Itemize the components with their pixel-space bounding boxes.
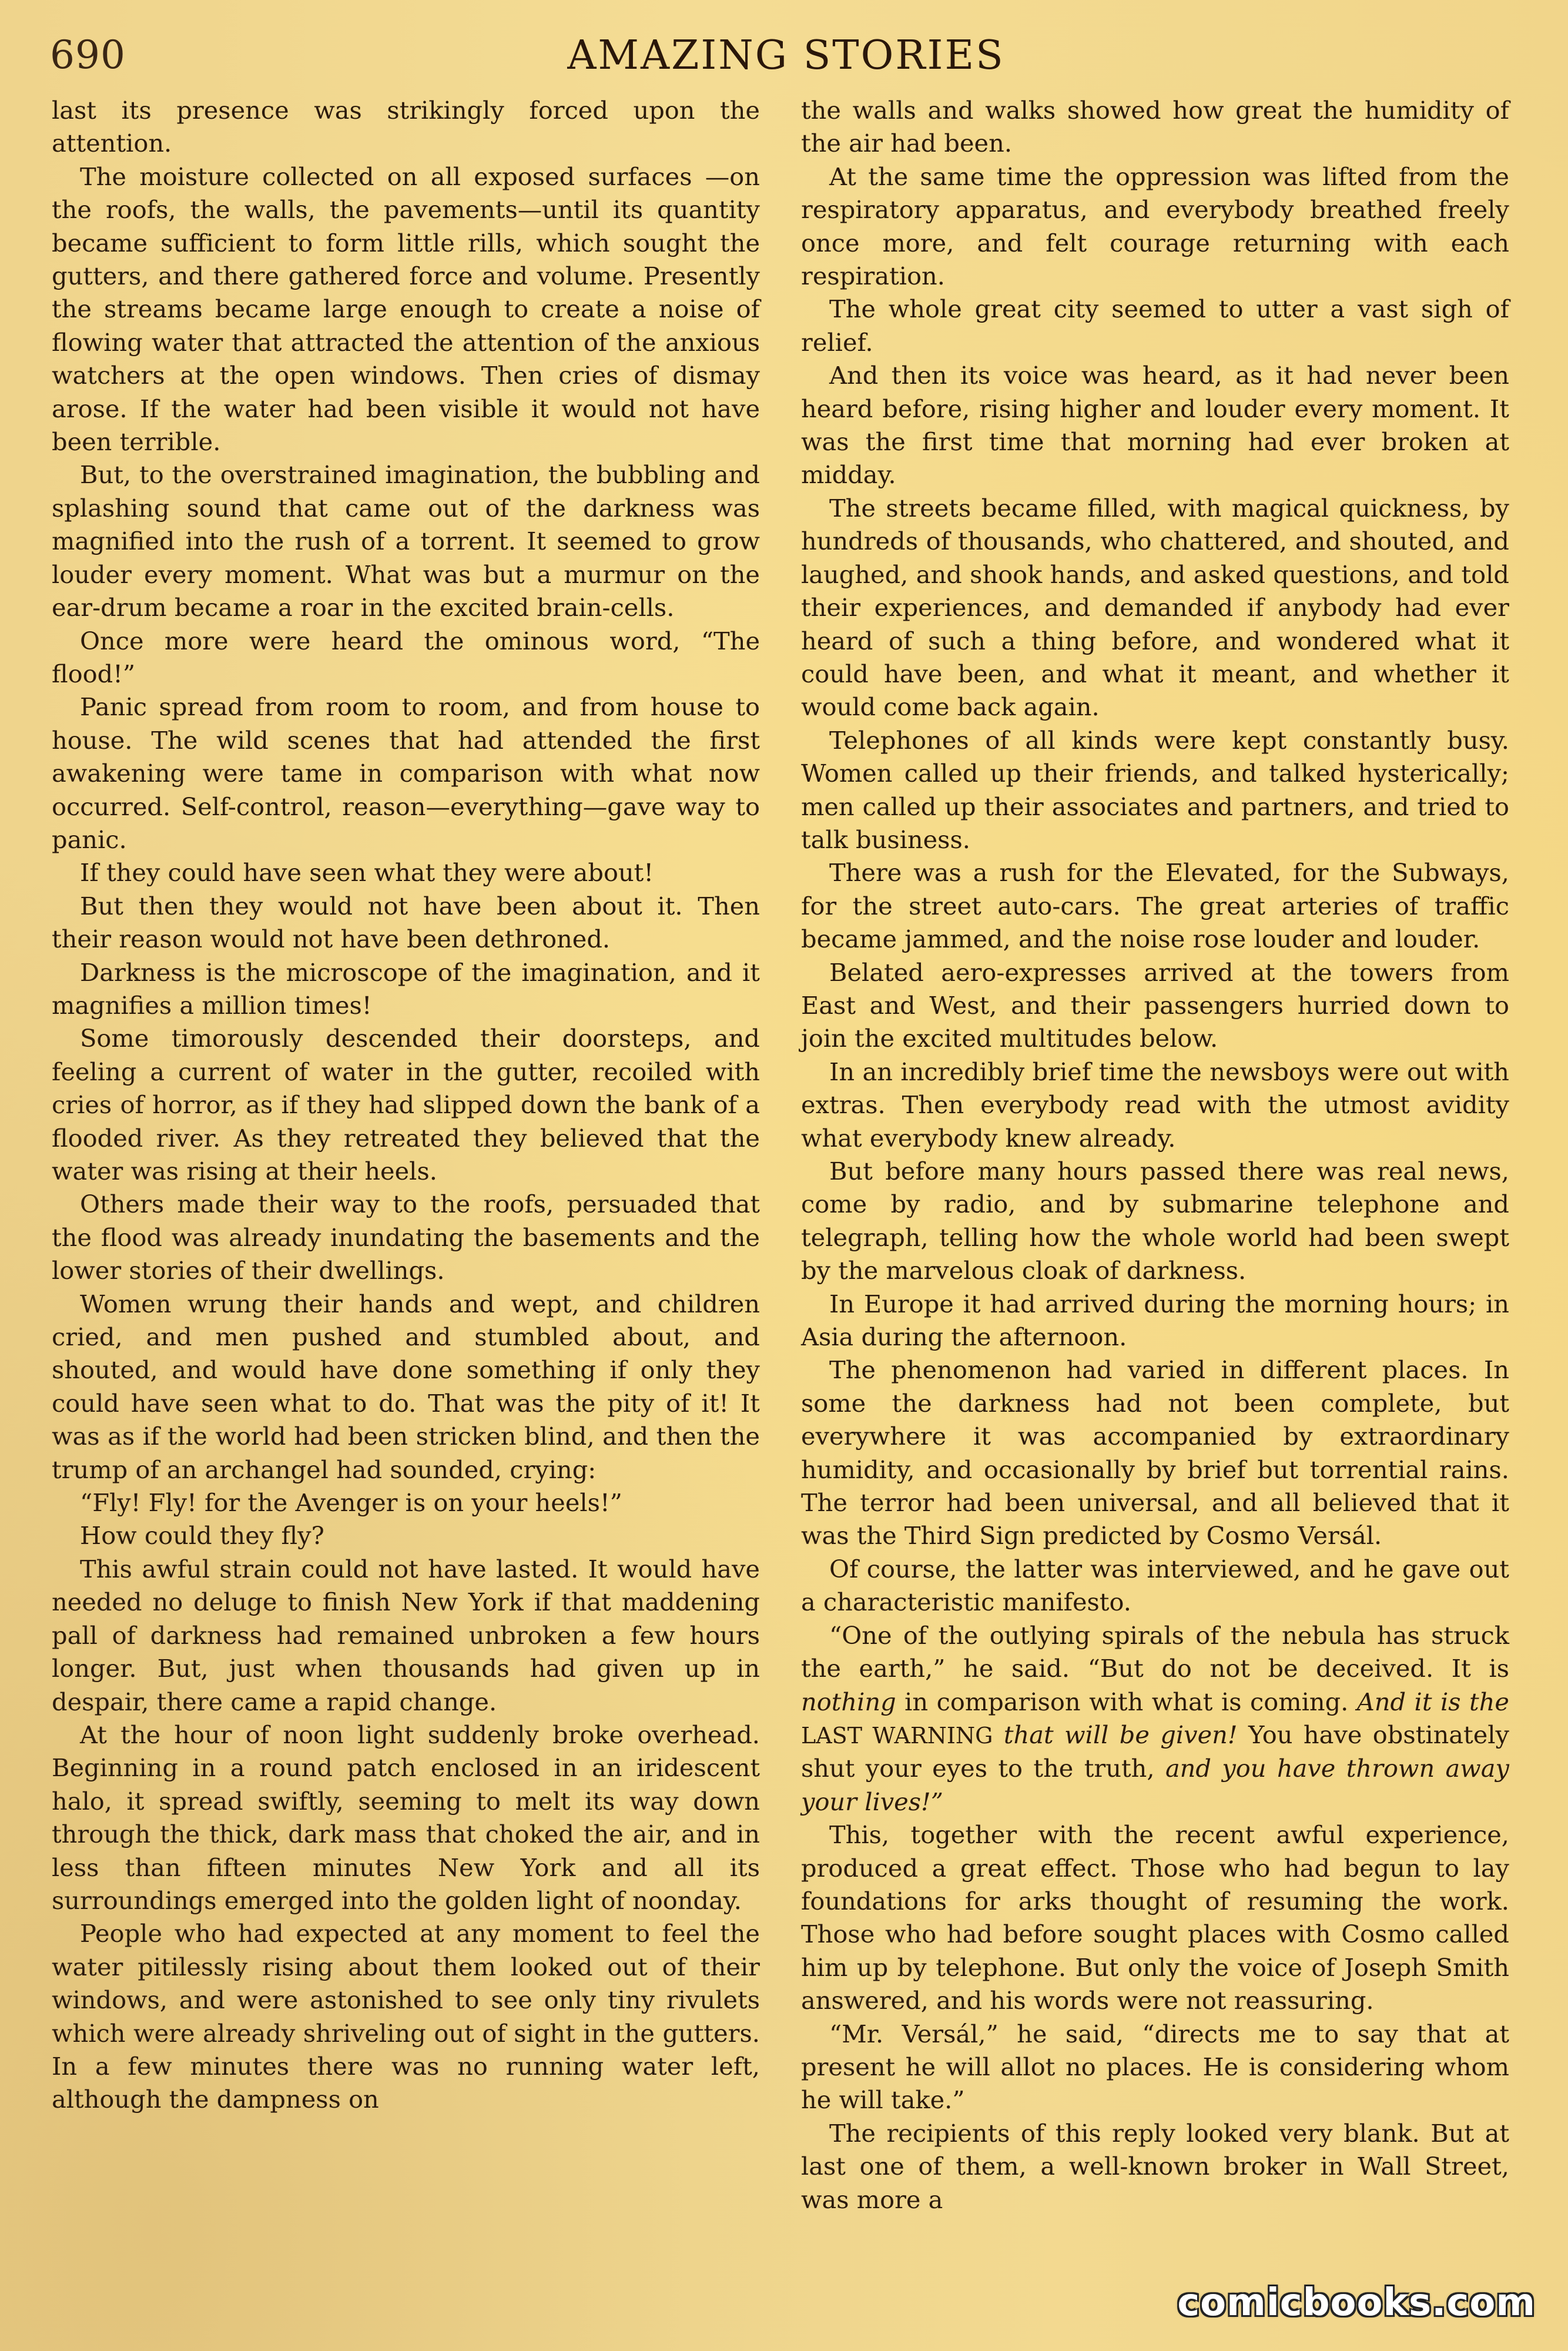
paragraph: This, together with the recent awful experience, produced a great effect. Those who had begun to lay foundations for arks thought of resuming the work. Those who had before sought places with Cosmo called him up by telephone. But only the voice of Joseph Smith answered, and his words were not reassuring. — [801, 1820, 1509, 2015]
right-column — [801, 94, 1509, 2216]
paragraph: “Mr. Versál,” he said, “directs me to say that at present he will allot no places. He is considering whom he will take.” — [801, 2019, 1509, 2115]
paragraph: Once more were heard the ominous word, “The flood!” — [52, 626, 760, 688]
paragraph: If they could have seen what they were about! — [80, 858, 654, 888]
paragraph: People who had expected at any moment to feel the water pitilessly rising about them looked out of their windows, and were astonished to see only tiny rivulets which were already shriveling out of sight in the gutters. In a few minutes there was no running water left, although the dampness on — [52, 1919, 760, 2114]
paragraph: And then its voice was heard, as it had never been heard before, rising higher and louder every moment. It was the first time that morning had ever broken at midday. — [801, 361, 1509, 490]
paragraph: This awful strain could not have lasted. It would have needed no deluge to finish New York if that maddening pall of darkness had remained unbroken a few hours longer. But, just when thousands had given up in despair, there came a rapid change. — [52, 1554, 760, 1716]
paragraph: At the same time the oppression was lifted from the respiratory apparatus, and everybody breathed freely once more, and felt courage returning with each respiration. — [801, 162, 1509, 291]
paragraph: the walls and walks showed how great the humidity of the air had been. — [801, 96, 1509, 158]
running-title: AMAZING STORIES — [567, 32, 1005, 79]
paragraph: Women wrung their hands and wept, and children cried, and men pushed and stumbled about, and shouted, and would have done something if only they could have seen what to do. That was the pity of it! It was as if the world had been stricken blind, and then the trump of an archangel had sounded, crying: — [52, 1289, 760, 1484]
paragraph: Darkness is the microscope of the imagination, and it magnifies a million times! — [52, 957, 760, 1020]
paragraph: “Fly! Fly! for the Avenger is on your heels!” — [80, 1488, 622, 1518]
manifesto-text: You have obstinately shut your eyes to the truth, — [801, 1720, 1509, 1783]
paragraph: But before many hours passed there was real news, come by radio, and by submarine telephone and telegraph, telling how the whole world had been swept by the marvelous cloak of darkness. — [801, 1157, 1509, 1285]
manifesto-small-caps: LAST WARNING — [801, 1722, 993, 1749]
manifesto-text: in comparison with what is coming. — [896, 1687, 1357, 1716]
page-number: 690 — [50, 32, 126, 78]
manifesto-emphasis: And it is the — [1356, 1687, 1509, 1716]
paragraph: Panic spread from room to room, and from house to house. The wild scenes that had attended the first awakening were tame in comparison with what now occurred. Self-control, reason—everything—gave way to panic. — [52, 692, 760, 854]
paragraph: The whole great city seemed to utter a vast sigh of relief. — [801, 294, 1509, 357]
paragraph: The streets became filled, with magical quickness, by hundreds of thousands, who chattered, and shouted, and laughed, and shook hands, and asked questions, and told their experiences, and demanded if anybody had ever heard of such a thing before, and wondered what it could have been, and what it meant, and whether it would come back again. — [801, 493, 1509, 722]
paragraph: The phenomenon had varied in different places. In some the darkness had not been complete, but everywhere it was accompanied by extraordinary humidity, and occasionally by brief but torrential rains. The terror had been universal, and all believed that it was the Third Sign predicted by Cosmo Versál. — [801, 1355, 1509, 1550]
paragraph: The recipients of this reply looked very blank. But at last one of them, a well-known broker in Wall Street, was more a — [801, 2118, 1509, 2214]
paragraph: At the hour of noon light suddenly broke overhead. Beginning in a round patch enclosed in an iridescent halo, it spread swiftly, seeming to melt its way down through the thick, dark mass that choked the air, and in less than fifteen minutes New York and all its surroundings emerged into the golden light of noonday. — [52, 1720, 760, 1915]
paragraph: But then they would not have been about it. Then their reason would not have been dethroned. — [52, 891, 760, 954]
paragraph: Telephones of all kinds were kept constantly busy. Women called up their friends, and talked hysterically; men called up their associates and partners, and tried to talk business. — [801, 725, 1509, 854]
manifesto-paragraph — [801, 1619, 1509, 1818]
manifesto-emphasis: nothing — [801, 1687, 896, 1716]
paragraph: But, to the overstrained imagination, the bubbling and splashing sound that came out of the darkness was magnified into the rush of a torrent. It seemed to grow louder every moment. What was but a murmur on the ear-drum became a roar in the excited brain-cells. — [52, 460, 760, 622]
paragraph: How could they fly? — [80, 1521, 324, 1550]
left-column — [52, 94, 760, 2116]
paragraph: Of course, the latter was interviewed, and he gave out a characteristic manifesto. — [801, 1554, 1509, 1617]
manifesto-emphasis: and you have thrown away your lives!” — [801, 1754, 1509, 1816]
paragraph: Others made their way to the roofs, persuaded that the flood was already inundating the basements and the lower stories of their dwellings. — [52, 1190, 760, 1285]
paragraph: There was a rush for the Elevated, for the Subways, for the street auto-cars. The great arteries of traffic became jammed, and the noise rose louder and louder. — [801, 858, 1509, 954]
site-watermark: comicbooks.com — [1177, 2281, 1536, 2325]
paragraph: In an incredibly brief time the newsboys were out with extras. Then everybody read with the utmost avidity what everybody knew already. — [801, 1057, 1509, 1153]
paragraph: In Europe it had arrived during the morning hours; in Asia during the afternoon. — [801, 1289, 1509, 1352]
paragraph: Some timorously descended their doorsteps, and feeling a current of water in the gutter, recoiled with cries of horror, as if they had slipped down the bank of a flooded river. As they retreated they believed that the water was rising at their heels. — [52, 1024, 760, 1185]
paragraph: Belated aero-expresses arrived at the towers from East and West, and their passengers hurried down to join the excited multitudes below. — [801, 957, 1509, 1053]
page-header — [50, 32, 1522, 85]
paragraph: The moisture collected on all exposed surfaces —on the roofs, the walls, the pavements—until its quantity became sufficient to form little rills, which sought the gutters, and there gathered force and volume. Presently the streams became large enough to create a noise of flowing water that attracted the attention of the anxious watchers at the open windows. Then cries of dismay arose. If the water had been visible it would not have been terrible. — [52, 162, 760, 457]
paragraph: last its presence was strikingly forced upon the attention. — [52, 96, 760, 158]
manifesto-text: “One of the outlying spirals of the nebula has struck the earth,” he said. “But do not be deceived. It is — [801, 1620, 1509, 1683]
manifesto-emphasis: that will be given! — [993, 1720, 1238, 1749]
